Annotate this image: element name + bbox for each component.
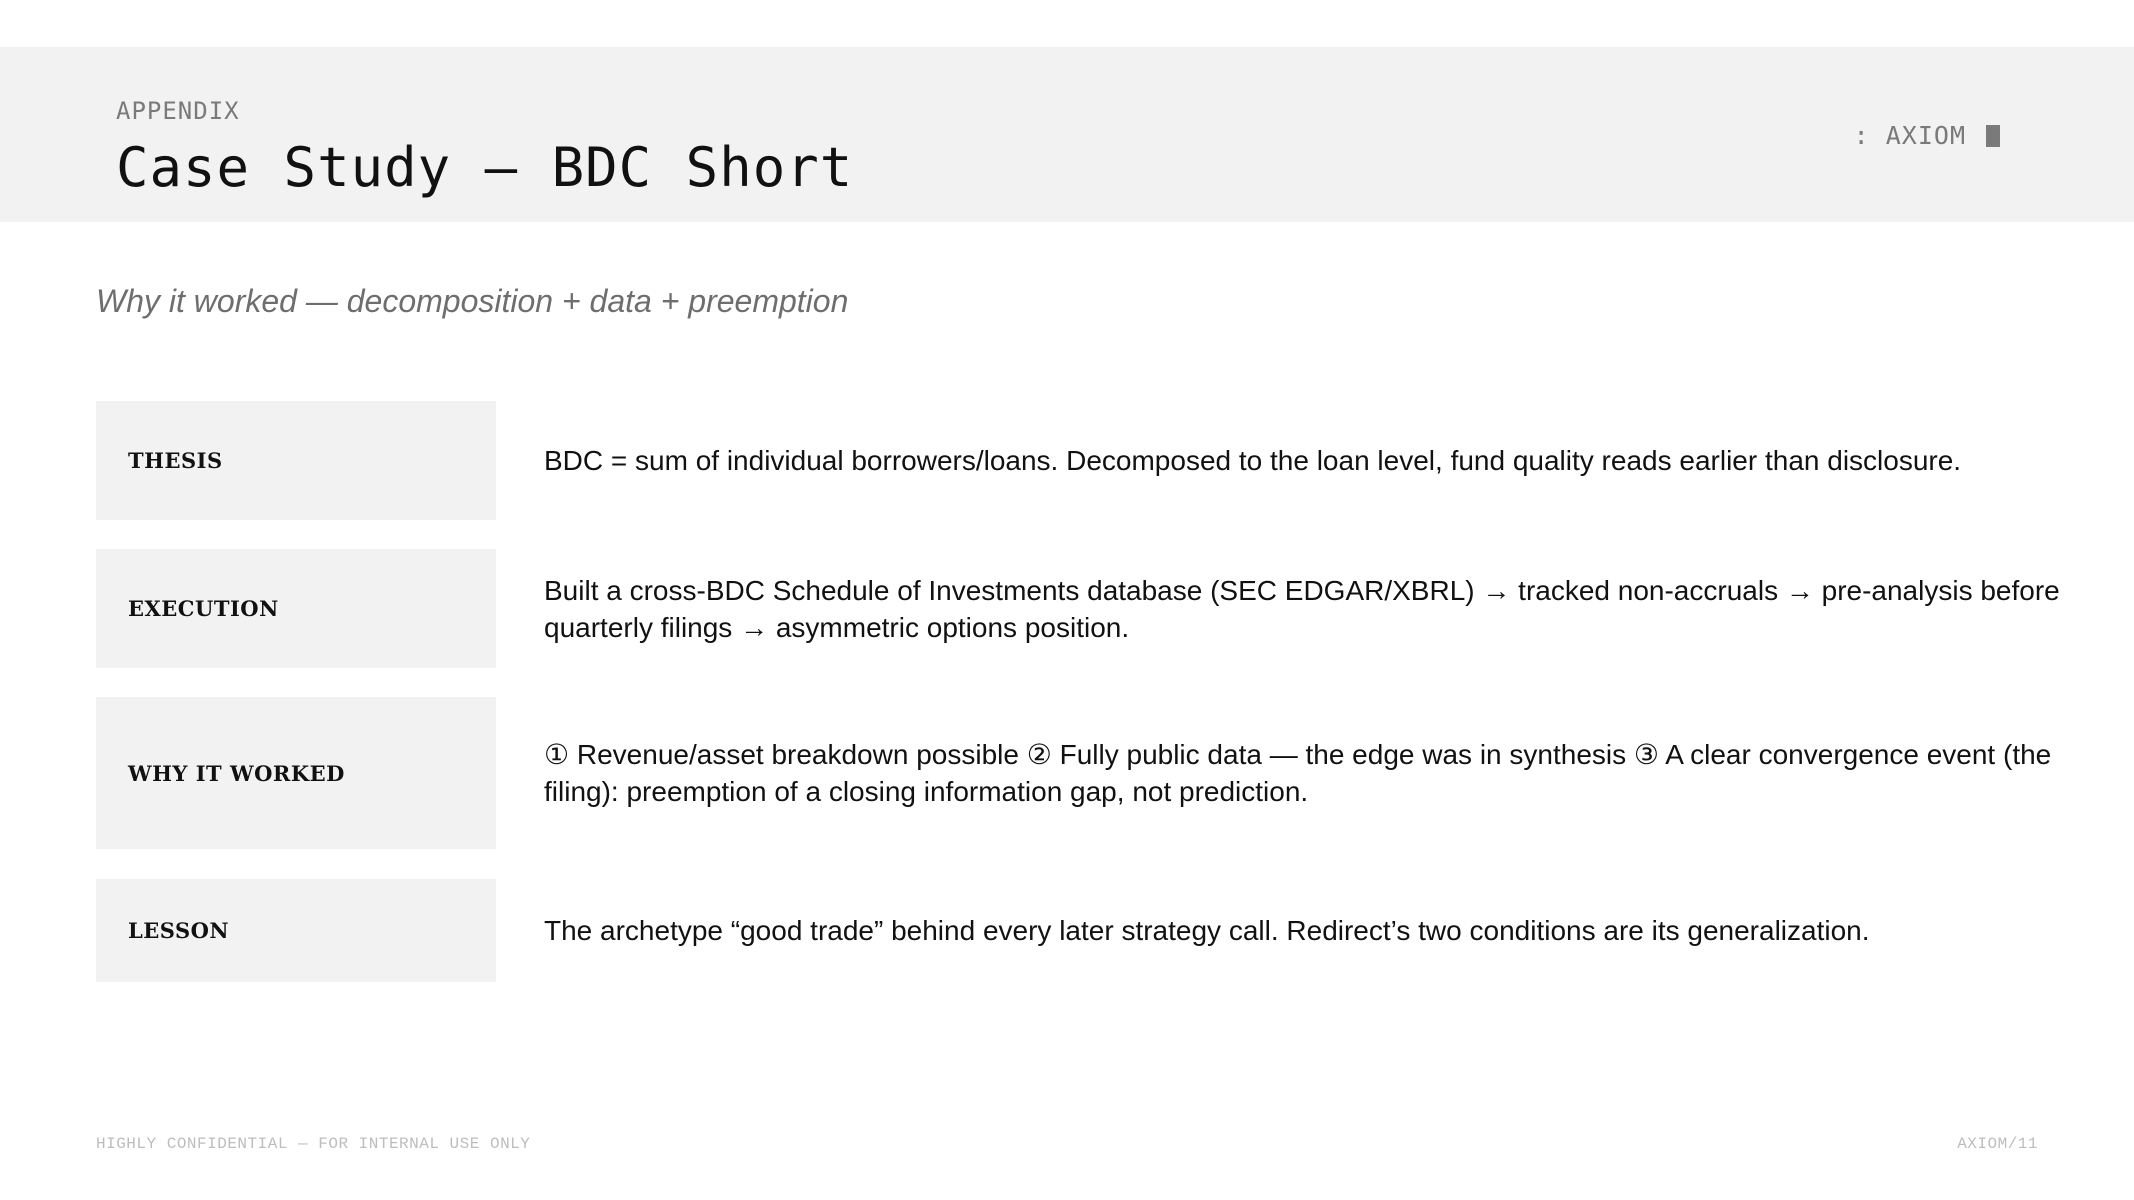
row-why-it-worked	[96, 697, 2052, 849]
page-title: Case Study – BDC Short	[116, 136, 854, 199]
row-label: EXECUTION	[96, 549, 496, 668]
row-text: BDC = sum of individual borrowers/loans. Decomposed to the loan level, fund quality reads earlier than disclosure.	[544, 445, 1962, 476]
row-thesis	[96, 401, 2036, 520]
brand-logo	[1854, 121, 2000, 150]
row-text: The archetype “good trade” behind every later strategy call. Redirect’s two conditions are its generalization.	[544, 915, 1870, 946]
row-label: WHY IT WORKED	[96, 697, 496, 849]
row-label: LESSON	[96, 879, 496, 982]
row-text: ① Revenue/asset breakdown possible ② Fully public data — the edge was in synthesis ③ A clear convergence event (the filing): preemption of a closing information gap, not prediction.	[544, 739, 2052, 807]
brand-name: : AXIOM	[1853, 121, 1966, 150]
row-label: THESIS	[96, 401, 496, 520]
row-lesson	[96, 879, 2036, 982]
confidential-notice: HIGHLY CONFIDENTIAL — FOR INTERNAL USE ONLY	[96, 1135, 531, 1153]
page-number: AXIOM/11	[1957, 1135, 2038, 1153]
row-execution	[96, 549, 2060, 668]
section-eyebrow: APPENDIX	[116, 97, 240, 125]
row-text: Built a cross-BDC Schedule of Investments database (SEC EDGAR/XBRL) → tracked non-accruals → pre-analysis before quarterly filings → asymmetric options position.	[544, 574, 2060, 643]
cursor-block-icon	[1986, 125, 2000, 147]
page-subtitle: Why it worked — decomposition + data + preemption	[96, 283, 849, 319]
